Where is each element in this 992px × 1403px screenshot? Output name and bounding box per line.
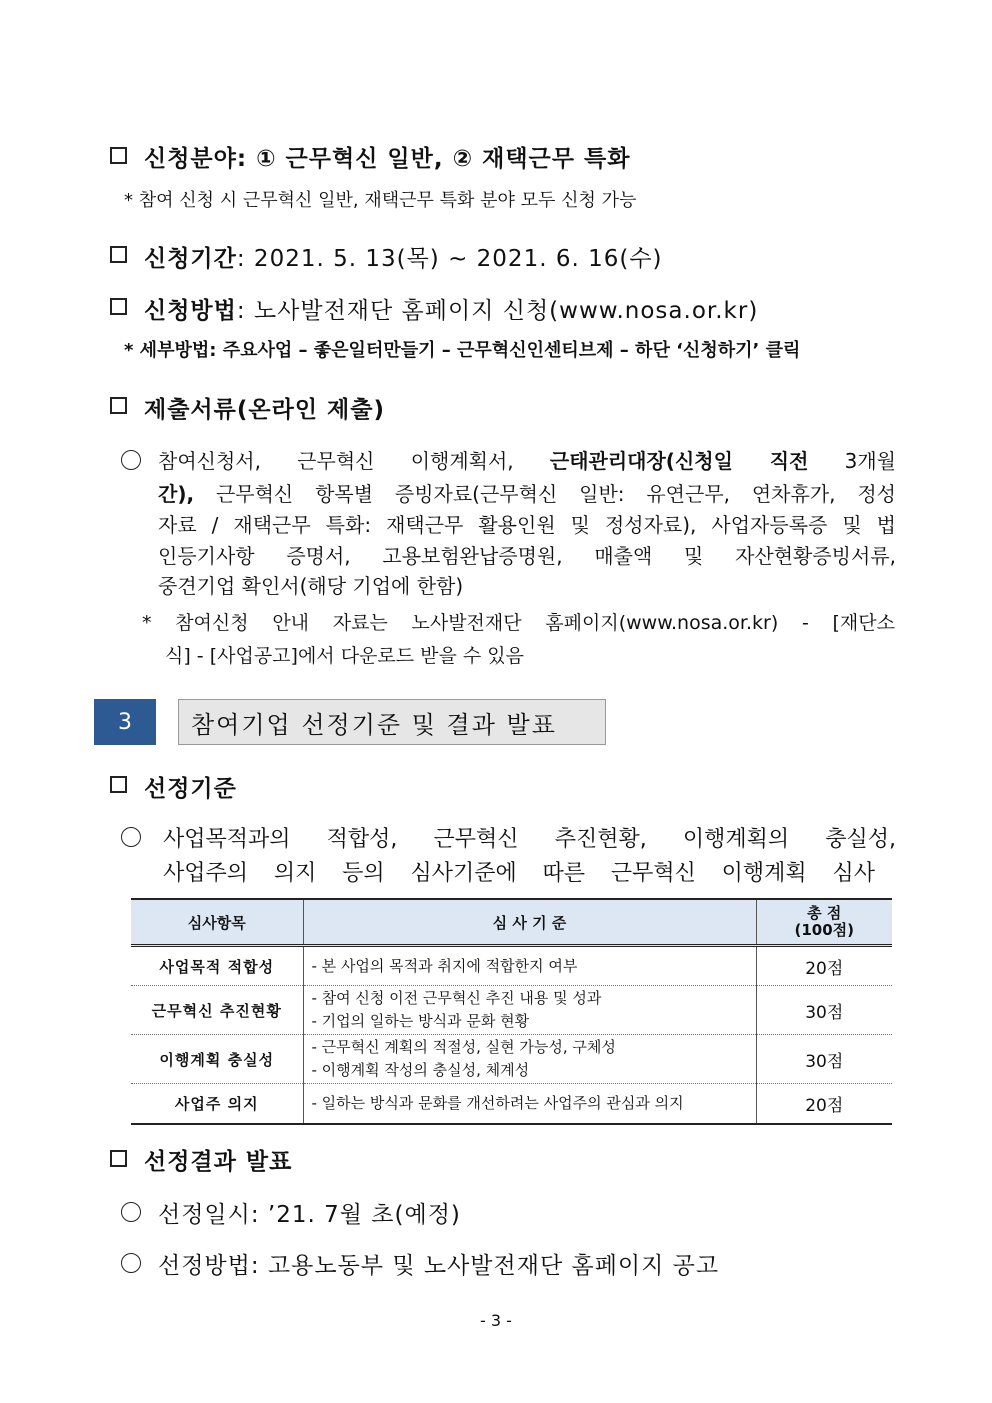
application-method-value: : 노사발전재단 홈페이지 신청(www.nosa.or.kr) [236,298,759,324]
header-item: 심사항목 [131,899,303,946]
result-method: 선정방법: 고용노동부 및 노사발전재단 홈페이지 공고 [158,1253,720,1279]
header-score [756,899,892,946]
header-score-label: 총 점 [807,904,842,922]
result-heading: 선정결과 발표 [144,1149,293,1175]
checkbox-square-icon [110,246,127,263]
documents-note-line-2: 식] - [사업공고]에서 다운로드 받을 수 있음 [165,645,524,667]
application-period [144,240,663,273]
application-method-note: * 세부방법: 주요사업 – 좋은일터만들기 – 근무혁신인센티브제 – 하단 ‘신청하기’ 클릭 [124,340,801,361]
circle-bullet-icon [121,827,141,847]
checkbox-square-icon [110,397,127,414]
row-item: 이행계획 충실성 [131,1035,303,1084]
documents-bold-text: 간), [158,482,195,506]
row-criteria [303,986,756,1035]
checkbox-square-icon [110,147,127,164]
application-method-label: 신청방법 [144,298,237,324]
table-row [131,946,892,986]
circle-bullet-icon [121,1202,141,1222]
row-criteria-line: - 참여 신청 이전 근무혁신 추진 내용 및 성과 [311,989,602,1007]
header-score-total: (100점) [794,921,854,939]
section-title: 참여기업 선정기준 및 결과 발표 [178,699,606,745]
row-item: 사업주 의지 [131,1084,303,1124]
row-criteria-line: - 이행계획 작성의 충실성, 체계성 [311,1061,530,1079]
row-criteria-line: - 근무혁신 계획의 적절성, 실현 가능성, 구체성 [311,1038,616,1056]
circle-bullet-icon [121,1253,141,1273]
row-criteria-line: - 본 사업의 목적과 취지에 적합한지 여부 [311,956,578,975]
row-score: 20점 [756,1084,892,1124]
documents-text: 3개월 [844,449,896,473]
application-period-value: : 2021. 5. 13(목) ~ 2021. 6. 16(수) [236,246,663,272]
documents-line-2 [158,478,896,507]
documents-note-line-1: * 참여신청 안내 자료는 노사발전재단 홈페이지(www.nosa.or.kr) - [재단소 [142,612,895,634]
criteria-table [131,898,892,1125]
table-header-row [131,899,892,946]
result-date: 선정일시: ’21. 7월 초(예정) [158,1202,461,1228]
circle-bullet-icon [121,450,141,470]
table-row [131,1035,892,1084]
table-row [131,1084,892,1124]
row-criteria-line: - 기업의 일하는 방식과 문화 현황 [311,1012,530,1030]
application-period-label: 신청기간 [144,246,237,272]
row-item: 사업목적 적합성 [131,946,303,986]
row-score: 30점 [756,1035,892,1084]
row-criteria [303,1084,756,1124]
criteria-line-2: 사업주의 의지 등의 심사기준에 따른 근무혁신 이행계획 심사 [163,861,875,886]
documents-heading: 제출서류(온라인 제출) [144,397,385,423]
checkbox-square-icon [110,776,127,793]
section-number: 3 [94,699,156,745]
documents-text: 근무혁신 항목별 증빙자료(근무혁신 일반: 유연근무, 연차휴가, 정성 [215,482,897,506]
criteria-heading: 선정기준 [144,776,237,802]
page-number: - 3 - [480,1311,512,1330]
documents-bold-text: 근태관리대장(신청일 직전 [549,449,809,473]
row-criteria-line: - 일하는 방식과 문화를 개선하려는 사업주의 관심과 의지 [311,1093,684,1112]
row-item: 근무혁신 추진현황 [131,986,303,1035]
documents-line-3: 자료 / 재택근무 특화: 재택근무 활용인원 및 정성자료), 사업자등록증 및 법 [158,513,896,537]
checkbox-square-icon [110,298,127,315]
checkbox-square-icon [110,1150,127,1167]
table-row [131,986,892,1035]
application-field-note: * 참여 신청 시 근무혁신 일반, 재택근무 특화 분야 모두 신청 가능 [124,190,637,211]
row-criteria [303,946,756,986]
documents-line-4: 인등기사항 증명서, 고용보험완납증명원, 매출액 및 자산현황증빙서류, [158,544,896,568]
criteria-line-1: 사업목적과의 적합성, 근무혁신 추진현황, 이행계획의 충실성, [163,827,896,852]
row-score: 20점 [756,946,892,986]
header-criteria: 심 사 기 준 [303,899,756,946]
documents-text: 참여신청서, 근무혁신 이행계획서, [158,449,514,473]
application-field-heading: 신청분야: ① 근무혁신 일반, ② 재택근무 특화 [144,146,631,172]
documents-line-5: 중견기업 확인서(해당 기업에 한함) [158,574,464,598]
application-method [144,292,758,325]
documents-line-1 [158,445,896,474]
row-score: 30점 [756,986,892,1035]
row-criteria [303,1035,756,1084]
